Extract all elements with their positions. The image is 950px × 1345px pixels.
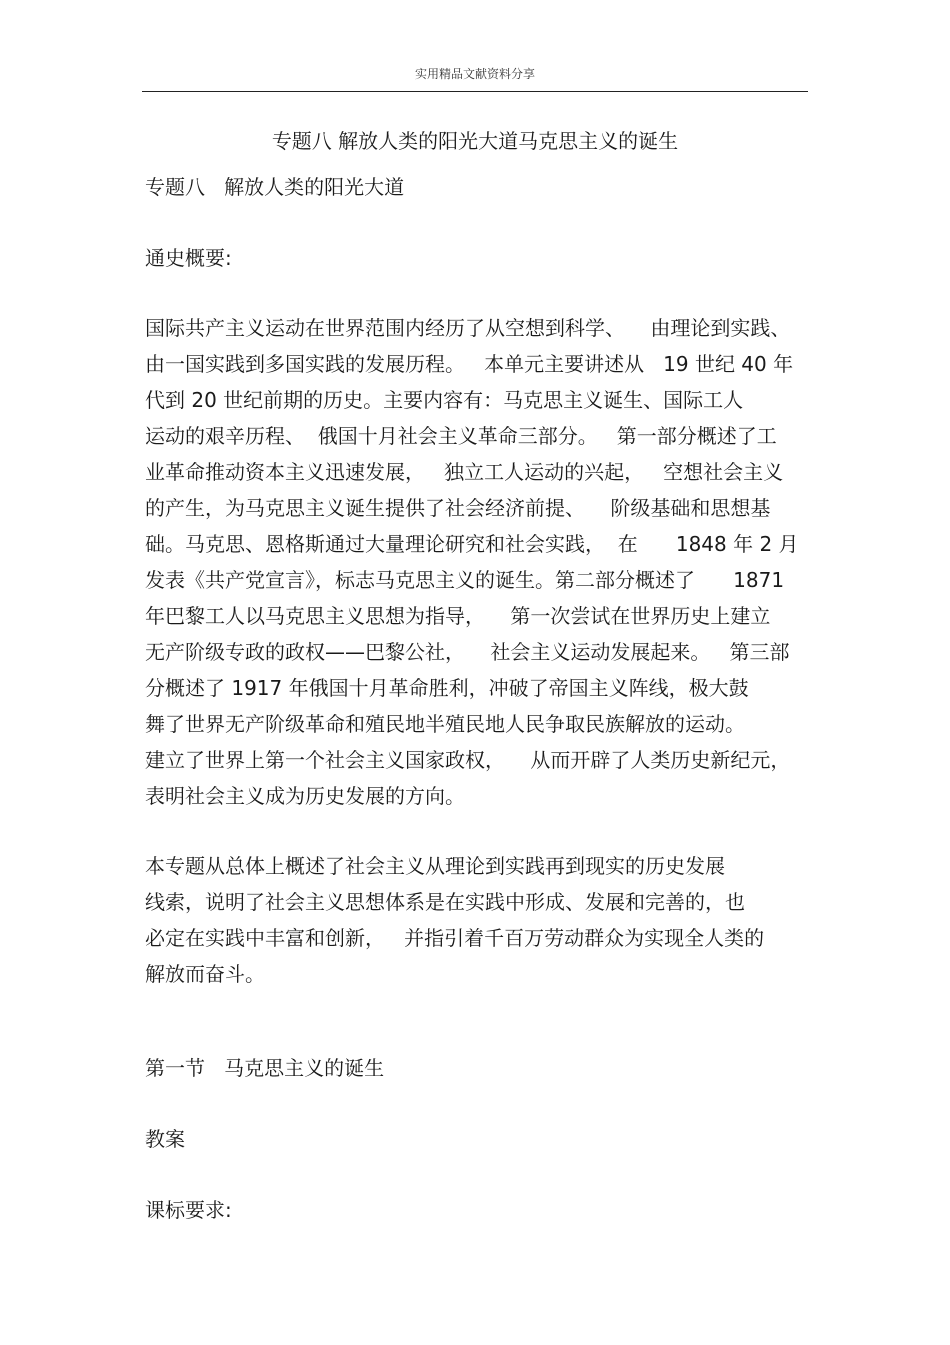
- paragraph-line: 舞了世界无产阶级革命和殖民地半殖民地人民争取民族解放的运动。: [145, 712, 745, 736]
- paragraph-line: 表明社会主义成为历史发展的方向。: [145, 784, 465, 808]
- paragraph-line: 解放而奋斗。: [145, 962, 265, 986]
- page-header: 实用精品文献资料分享: [414, 67, 535, 81]
- paragraph-line: 国际共产主义运动在世界范围内经历了从空想到科学、 由理论到实践、: [145, 316, 791, 340]
- paragraph-line: 运动的艰辛历程、 俄国十月社会主义革命三部分。 第一部分概述了工: [145, 424, 777, 448]
- standards-heading: 课标要求:: [145, 1198, 232, 1222]
- document-title: 专题八 解放人类的阳光大道马克思主义的诞生: [271, 129, 679, 153]
- paragraph-line: 础。马克思、恩格斯通过大量理论研究和社会实践， 在 1848 年 2 月: [145, 532, 799, 556]
- paragraph-line: 年巴黎工人以马克思主义思想为指导， 第一次尝试在世界历史上建立: [145, 604, 771, 628]
- paragraph-line: 建立了世界上第一个社会主义国家政权， 从而开辟了人类历史新纪元，: [145, 748, 791, 772]
- paragraph-line: 分概述了 1917 年俄国十月革命胜利，冲破了帝国主义阵线，极大鼓: [145, 676, 749, 700]
- paragraph-line: 的产生，为马克思主义诞生提供了社会经济前提、 阶级基础和思想基: [145, 496, 771, 520]
- paragraph-line: 本专题从总体上概述了社会主义从理论到实践再到现实的历史发展: [145, 854, 725, 878]
- paragraph-line: 由一国实践到多国实践的发展历程。 本单元主要讲述从 19 世纪 40 年: [145, 352, 794, 376]
- paragraph-line: 发表《共产党宣言》，标志马克思主义的诞生。第二部分概述了 1871: [145, 568, 785, 592]
- paragraph-line: 代到 20 世纪前期的历史。主要内容有：马克思主义诞生、国际工人: [145, 388, 744, 412]
- lesson-plan-label: 教案: [145, 1127, 185, 1151]
- overview-heading: 通史概要:: [145, 246, 232, 270]
- header-rule: [142, 91, 808, 92]
- paragraph-line: 必定在实践中丰富和创新， 并指引着千百万劳动群众为实现全人类的: [145, 926, 765, 950]
- paragraph-line: 业革命推动资本主义迅速发展， 独立工人运动的兴起， 空想社会主义: [145, 460, 784, 484]
- paragraph-line: 无产阶级专政的政权——巴黎公社， 社会主义运动发展起来。 第三部: [145, 640, 790, 664]
- document-subtitle: 专题八 解放人类的阳光大道: [145, 175, 405, 199]
- paragraph-line: 线索，说明了社会主义思想体系是在实践中形成、发展和完善的，也: [145, 890, 745, 914]
- section-heading: 第一节 马克思主义的诞生: [145, 1056, 385, 1080]
